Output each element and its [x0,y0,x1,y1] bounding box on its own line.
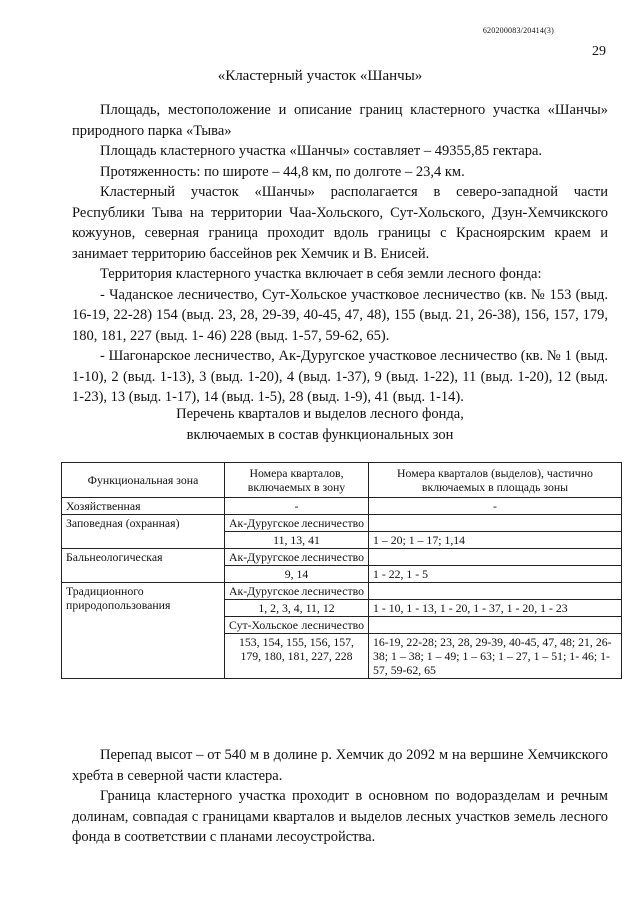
paragraph: - Шагонарское лесничество, Ак-Дуругское участковое лесничество (кв. № 1 (выд. 1-10), 2 (выд. 1-13), 3 (выд. 1-20), 4 (выд. 1-37), 9 (выд. 1-22), 11 (выд. 1-20), 12 (выд. 1-23), 13 (выд. 1-17), 14 (выд. 1-5), 28 (выд. 1-9), 41 (выд. 1-14). [72,348,608,405]
full-cell: 153, 154, 155, 156, 157, 179, 180, 181, 227, 228 [225,634,369,679]
zone-cell: Бальнеологическая [62,549,225,583]
paragraph: Кластерный участок «Шанчы» располагается в северо-западной части Республики Тыва на территории Чаа-Хольского, Сут-Хольского, Дзун-Хемчикского кожуунов, северная граница проходит вдоль границы с Красноярским краем и занимает территорию бассейнов рек Хемчик и В. Енисей. [72,184,608,262]
table-title-line: включаемых в состав функциональных зон [186,427,454,443]
page-number: 29 [592,44,606,59]
paragraph: Перепад высот – от 540 м в долине р. Хемчик до 2092 м на вершине Хемчикского хребта в северной части кластера. [72,747,608,784]
header-zone: Функциональная зона [62,463,225,498]
zone-cell: Заповедная (охранная) [62,515,225,549]
paragraph: - Чаданское лесничество, Сут-Хольское участковое лесничество (кв. № 153 (выд. 16-19, 22-28) 154 (выд. 23, 28, 29-39, 40-45, 47, 48), 155 (выд. 21, 26-38), 156, 157, 179, 180, 181, 227 (выд. 1- 46) 228 (выд. 1-57, 59-62, 65). [72,286,608,344]
forestry-cell: Ак-Дуругское лесничество [225,583,369,600]
full-cell: - [225,498,369,515]
full-cell: 9, 14 [225,566,369,583]
zones-table [61,462,622,679]
partial-cell [369,617,622,634]
section-title: «Кластерный участок «Шанчы» [217,68,423,84]
table-row [62,549,622,566]
partial-cell [369,549,622,566]
partial-cell: 16-19, 22-28; 23, 28, 29-39, 40-45, 47, 48; 21, 26-38; 1 – 38; 1 – 49; 1 – 63; 1 – 27, 1 – 51; 1- 46; 1-57, 59-62, 65 [369,634,622,679]
document-number: 620200083/20414(3) [482,26,554,35]
forestry-cell: Ак-Дуругское лесничество [225,549,369,566]
partial-cell [369,583,622,600]
table-header-row [62,463,622,498]
header-full-quarters: Номера кварталов, включаемых в зону [225,463,369,498]
paragraph: Площадь, местоположение и описание границ кластерного участка «Шанчы» природного парка «Тыва» [72,102,608,139]
paragraph: Протяженность: по широте – 44,8 км, по долготе – 23,4 км. [100,163,465,180]
table-row [62,583,622,600]
forestry-cell: Сут-Хольское лесничество [225,617,369,634]
partial-cell: 1 - 22, 1 - 5 [369,566,622,583]
full-cell: 11, 13, 41 [225,532,369,549]
paragraph: Площадь кластерного участка «Шанчы» составляет – 49355,85 гектара. [100,143,543,159]
zone-cell: Хозяйственная [62,498,225,515]
body-text [72,100,608,408]
header-partial-quarters: Номера кварталов (выделов), частично включаемых в площадь зоны [369,463,622,498]
full-cell: 1, 2, 3, 4, 11, 12 [225,600,369,617]
zone-cell: Традиционного природопользования [62,583,225,679]
table-row [62,498,622,515]
partial-cell: 1 - 10, 1 - 13, 1 - 20, 1 - 37, 1 - 20, 1 - 23 [369,600,622,617]
partial-cell: - [369,498,622,515]
bottom-text [72,745,608,848]
partial-cell: 1 – 20; 1 – 17; 1,14 [369,532,622,549]
forestry-cell: Ак-Дуругское лесничество [225,515,369,532]
partial-cell [369,515,622,532]
table-row [62,515,622,532]
paragraph: Граница кластерного участка проходит в основном по водоразделам и речным долинам, совпадая с границами кварталов и выделов лесных участков земель лесного фонда в соответствии с планами лесоустройства. [72,788,608,845]
paragraph: Территория кластерного участка включает в себя земли лесного фонда: [100,266,542,282]
table-title [0,404,640,446]
table-title-line: Перечень кварталов и выделов лесного фонда, [176,406,464,422]
